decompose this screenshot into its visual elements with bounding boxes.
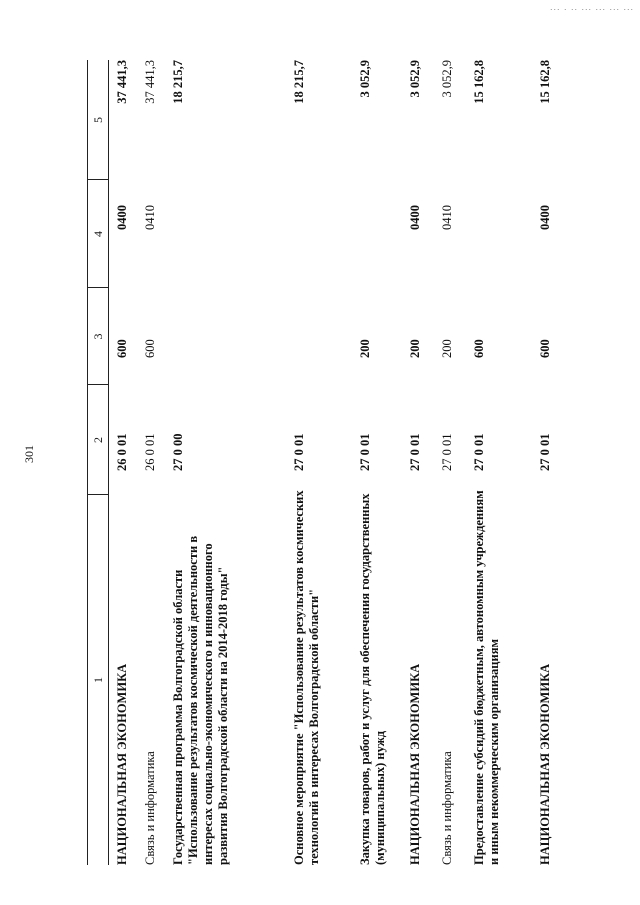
row-section: 0410 [440,205,454,230]
row-amount: 3 052,9 [358,60,372,98]
row-name: Связь и информатика [440,751,454,865]
row-name: НАЦИОНАЛЬНАЯ ЭКОНОМИКА [115,663,129,865]
header-top-rule [87,60,88,865]
row-code: 27 0 01 [408,433,422,471]
row-code: 27 0 01 [472,433,486,471]
row-name: Государственная программа Волгоградской области "Использование результатов космической деятельности в интересах социально-экономического и инновационного развития Волгоградской области на 2014-2018 годы" [171,535,230,865]
page-number: 301 [22,445,36,463]
row-code: 27 0 01 [538,433,552,471]
row-type: 200 [440,339,454,358]
row-code: 27 0 01 [358,433,372,471]
row-amount: 37 441,3 [143,60,157,104]
row-code: 27 0 01 [440,433,454,471]
column-header-5: 5 [91,117,105,123]
row-name: Основное мероприятие "Использование результатов космических технологий в интересах Волгоградской области" [292,490,321,865]
row-amount: 15 162,8 [472,60,486,104]
row-section: 0410 [143,205,157,230]
column-header-3: 3 [91,333,105,340]
row-name: Связь и информатика [143,751,157,865]
column-header-1: 1 [91,677,105,683]
row-type: 600 [115,339,129,358]
header-bottom-rule [108,60,109,865]
row-type: 200 [408,339,422,358]
top-scan-mark: ... . .. ... ... ... ... [549,2,634,12]
column-header-2: 2 [91,437,105,443]
row-amount: 3 052,9 [440,60,454,98]
row-name: НАЦИОНАЛЬНАЯ ЭКОНОМИКА [538,663,552,865]
row-section: 0400 [115,205,129,230]
row-section: 0400 [408,205,422,230]
row-amount: 18 215,7 [171,60,185,104]
row-code: 27 0 00 [171,433,185,471]
row-name: Предоставление субсидий бюджетным, автономным учреждениям и иным некоммерческим организациям [472,490,501,865]
row-type: 600 [472,339,486,358]
row-code: 26 0 01 [143,433,157,471]
row-name: НАЦИОНАЛЬНАЯ ЭКОНОМИКА [408,663,422,865]
row-code: 26 0 01 [115,433,129,471]
row-type: 600 [538,339,552,358]
row-type: 200 [358,339,372,358]
row-name: Закупка товаров, работ и услуг для обеспечения государственных (муниципальных) нужд [358,493,387,865]
row-amount: 18 215,7 [292,60,306,104]
column-header-4: 4 [91,231,105,237]
row-amount: 3 052,9 [408,60,422,98]
row-section: 0400 [538,205,552,230]
row-amount: 37 441,3 [115,60,129,104]
row-type: 600 [143,339,157,358]
row-code: 27 0 01 [292,433,306,471]
row-amount: 15 162,8 [538,60,552,104]
